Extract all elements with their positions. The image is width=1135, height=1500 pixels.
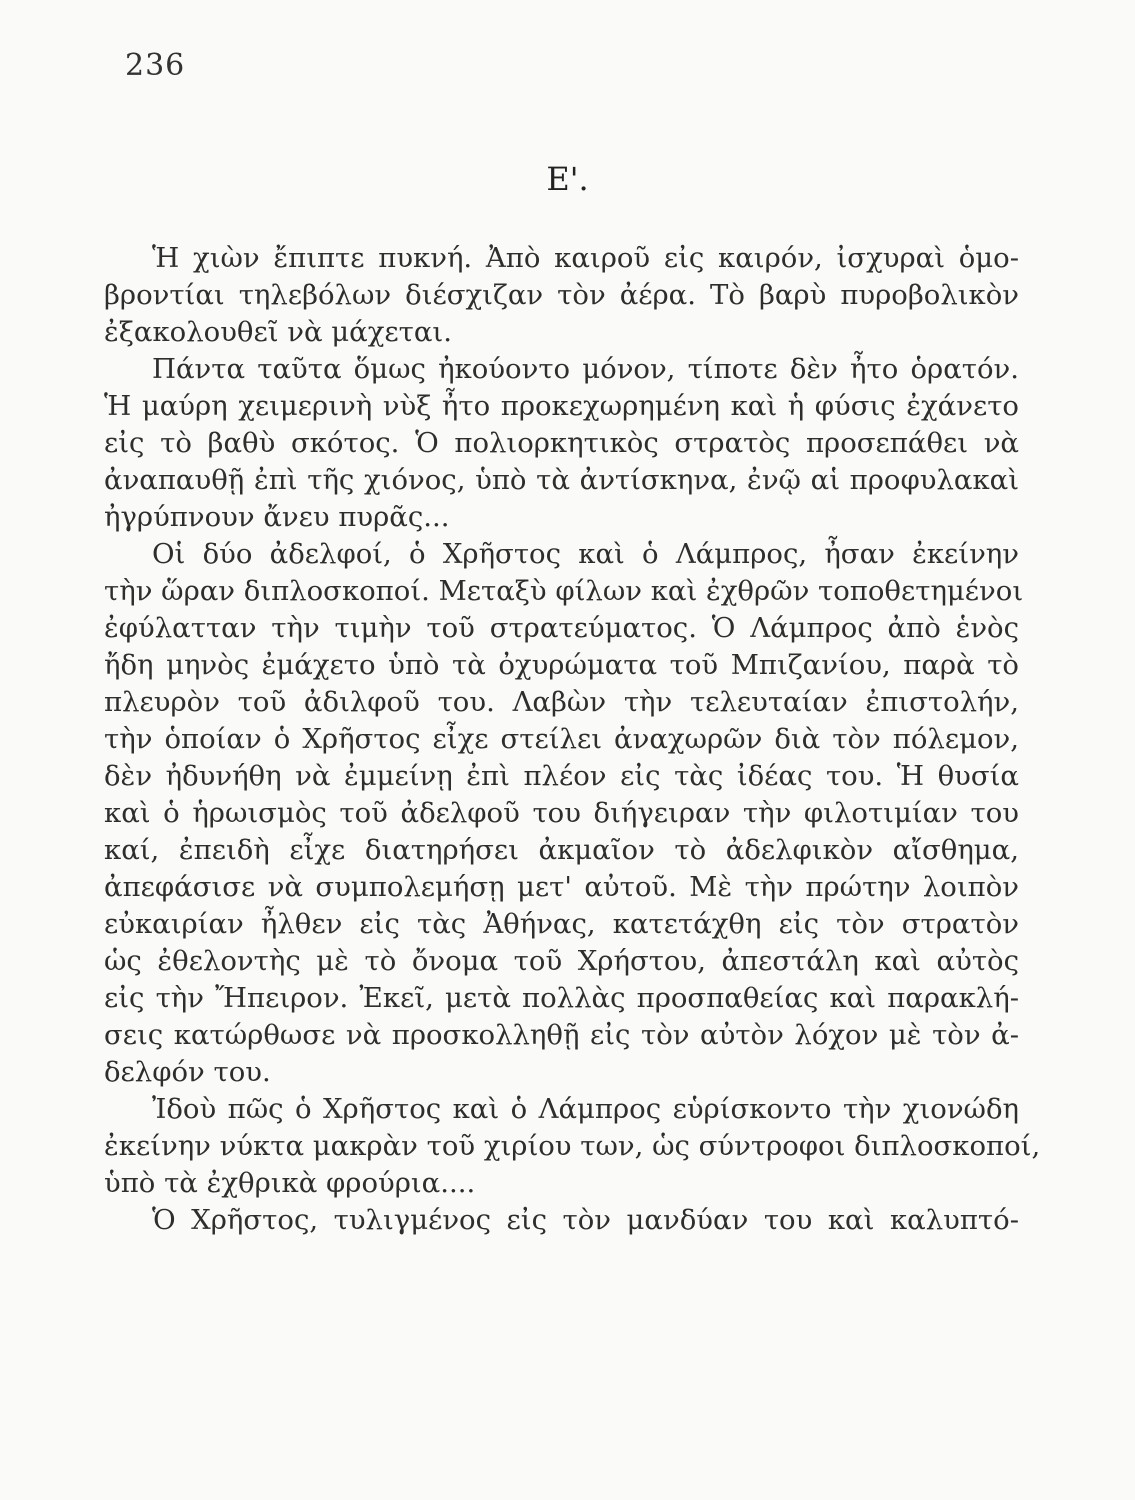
paragraph	[104, 536, 1024, 1091]
text-line: δὲν ἠδυνήθη νὰ ἐμμείνῃ ἐπὶ πλέον εἰς τὰς ἰδέας του. Ἡ θυσία	[104, 760, 1019, 792]
text-line: ἤδη μηνὸς ἐμάχετο ὑπὸ τὰ ὀχυρώματα τοῦ Μπιζανίου, παρὰ τὸ	[104, 649, 1019, 681]
section-heading: Ε'.	[546, 160, 589, 198]
paragraph	[104, 1202, 1019, 1239]
text-line: δελφόν του.	[104, 1056, 271, 1088]
text-line: Ἡ χιὼν ἔπιπτε πυκνή. Ἀπὸ καιροῦ εἰς καιρόν, ἰσχυραὶ ὁμο-	[152, 242, 1019, 274]
text-line: ἀπεφάσισε νὰ συμπολεμήσῃ μετ' αὐτοῦ. Μὲ τὴν πρώτην λοιπὸν	[104, 871, 1019, 903]
text-line: πλευρὸν τοῦ ἀδιλφοῦ του. Λαβὼν τὴν τελευταίαν ἐπιστολήν,	[104, 686, 1019, 718]
text-line: ὑπὸ τὰ ἐχθρικὰ φρούρια....	[104, 1167, 476, 1199]
paragraph	[104, 240, 1019, 351]
text-line: Ἡ μαύρη χειμερινὴ νὺξ ἦτο προκεχωρημένη καὶ ἡ φύσις ἐχάνετο	[104, 390, 1019, 422]
text-line: ἀναπαυθῇ ἐπὶ τῆς χιόνος, ὑπὸ τὰ ἀντίσκηνα, ἐνῷ αἱ προφυλακαὶ	[104, 464, 1019, 496]
text-line: ἐφύλατταν τὴν τιμὴν τοῦ στρατεύματος. Ὁ Λάμπρος ἀπὸ ἑνὸς	[104, 612, 1019, 644]
page-number: 236	[125, 48, 186, 83]
text-line: βροντίαι τηλεβόλων διέσχιζαν τὸν ἀέρα. Τὸ βαρὺ πυροβολικὸν	[104, 279, 1019, 311]
text-line: Ὁ Χρῆστος, τυλιγμένος εἰς τὸν μανδύαν του καὶ καλυπτό-	[152, 1204, 1019, 1236]
text-line: Πάντα ταῦτα ὅμως ἠκούοντο μόνον, τίποτε δὲν ἦτο ὁρατόν.	[152, 353, 1019, 385]
paragraph	[104, 1091, 1041, 1202]
text-line: τὴν ὁποίαν ὁ Χρῆστος εἶχε στείλει ἀναχωρῶν διὰ τὸν πόλεμον,	[104, 723, 1019, 755]
text-line: εὐκαιρίαν ἦλθεν εἰς τὰς Ἀθήνας, κατετάχθη εἰς τὸν στρατὸν	[104, 908, 1019, 940]
text-line: Ἰδοὺ πῶς ὁ Χρῆστος καὶ ὁ Λάμπρος εὑρίσκοντο τὴν χιονώδη	[152, 1093, 1019, 1125]
text-line: ἐκείνην νύκτα μακρὰν τοῦ χιρίου των, ὡς σύντροφοι διπλοσκοποί,	[104, 1130, 1041, 1162]
text-line: εἰς τὸ βαθὺ σκότος. Ὁ πολιορκητικὸς στρατὸς προσεπάθει νὰ	[104, 427, 1019, 459]
text-line: ἠγρύπνουν ἄνευ πυρᾶς...	[104, 501, 450, 533]
text-line: Οἱ δύο ἀδελφοί, ὁ Χρῆστος καὶ ὁ Λάμπρος, ἦσαν ἐκείνην	[152, 538, 1019, 570]
text-body	[104, 240, 1041, 1239]
text-line: καί, ἐπειδὴ εἶχε διατηρήσει ἀκμαῖον τὸ ἀδελφικὸν αἴσθημα,	[104, 834, 1019, 866]
text-line: ἐξακολουθεῖ νὰ μάχεται.	[104, 316, 452, 348]
text-line: σεις κατώρθωσε νὰ προσκολληθῇ εἰς τὸν αὐτὸν λόχον μὲ τὸν ἀ-	[104, 1019, 1019, 1051]
paragraph	[104, 351, 1019, 536]
text-line: ὡς ἐθελοντὴς μὲ τὸ ὄνομα τοῦ Χρήστου, ἀπεστάλη καὶ αὐτὸς	[104, 945, 1019, 977]
text-line: τὴν ὥραν διπλοσκοποί. Μεταξὺ φίλων καὶ ἐχθρῶν τοποθετημένοι	[104, 575, 1024, 607]
text-line: καὶ ὁ ἡρωισμὸς τοῦ ἀδελφοῦ του διήγειραν τὴν φιλοτιμίαν του	[104, 797, 1019, 829]
text-line: εἰς τὴν Ἤπειρον. Ἐκεῖ, μετὰ πολλὰς προσπαθείας καὶ παρακλή-	[104, 982, 1019, 1014]
